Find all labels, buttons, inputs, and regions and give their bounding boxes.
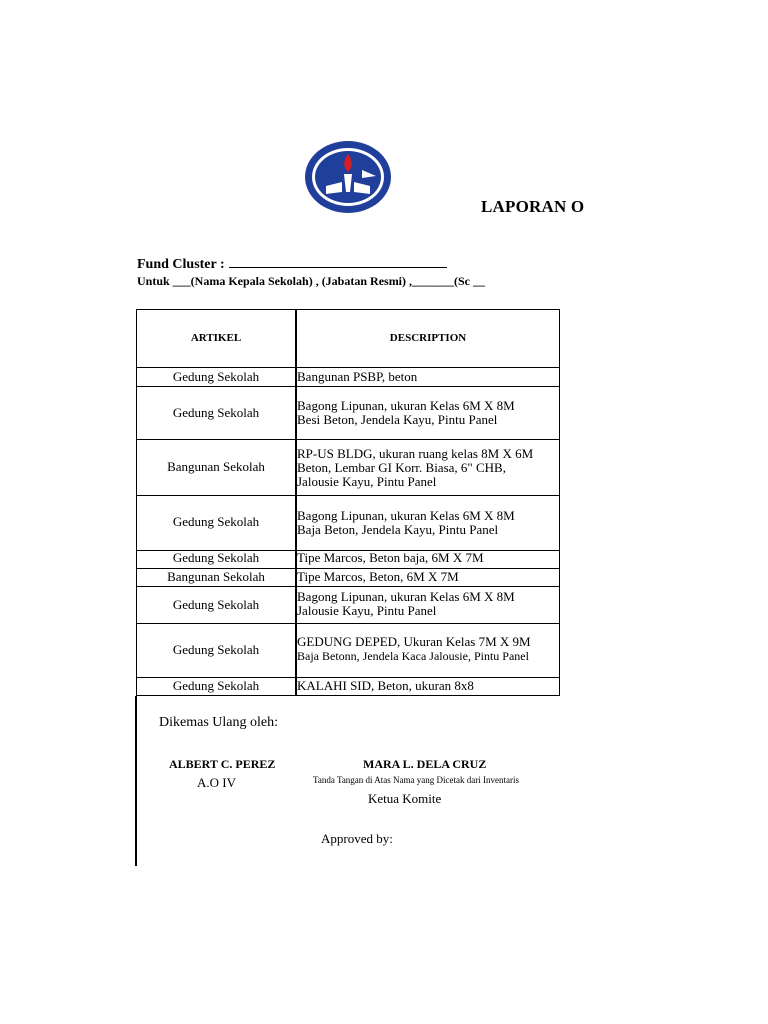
row-divider <box>136 623 560 624</box>
row-4-description: Bagong Lipunan, ukuran Kelas 6M X 8M Baja Beton, Jendela Kayu, Pintu Panel <box>297 508 515 537</box>
approved-by-label: Approved by: <box>321 831 393 846</box>
row-1-artikel: Gedung Sekolah <box>172 369 260 384</box>
row-5-artikel: Gedung Sekolah <box>172 550 260 565</box>
margin-rule <box>135 696 137 866</box>
row-9-artikel: Gedung Sekolah <box>172 678 260 693</box>
row-3-description: RP-US BLDG, ukuran ruang kelas 8M X 6M Beton, Lembar GI Korr. Biasa, 6" CHB, Jalousie Kayu, Pintu Panel <box>297 446 534 489</box>
row-8-artikel: Gedung Sekolah <box>172 642 260 657</box>
row-9-description: KALAHI SID, Beton, ukuran 8x8 <box>297 678 474 693</box>
row-divider <box>136 367 560 368</box>
row-2-description: Bagong Lipunan, ukuran Kelas 6M X 8M Besi Beton, Jendela Kayu, Pintu Panel <box>297 398 515 427</box>
row-4-artikel: Gedung Sekolah <box>172 514 260 529</box>
row-7-description: Bagong Lipunan, ukuran Kelas 6M X 8M Jalousie Kayu, Pintu Panel <box>297 589 515 618</box>
page-title: LAPORAN O <box>481 197 585 216</box>
row-2-artikel: Gedung Sekolah <box>172 405 260 420</box>
row-divider <box>136 586 560 587</box>
fund-cluster-blank <box>229 254 447 268</box>
column-header-description: DESCRIPTION <box>389 332 467 344</box>
row-divider <box>136 495 560 496</box>
row-1-description: Bangunan PSBP, beton <box>297 369 418 384</box>
signer1-name: ALBERT C. PEREZ <box>169 757 276 771</box>
row-5-description: Tipe Marcos, Beton baja, 6M X 7M <box>297 550 484 565</box>
deped-seal-icon <box>304 140 392 214</box>
row-8-description: GEDUNG DEPED, Ukuran Kelas 7M X 9M Baja Betonn, Jendela Kaca Jalousie, Pintu Panel <box>297 634 531 663</box>
row-6-description: Tipe Marcos, Beton, 6M X 7M <box>297 569 459 584</box>
row-3-artikel: Bangunan Sekolah <box>167 459 265 474</box>
row-6-artikel: Bangunan Sekolah <box>167 569 265 584</box>
signer2-note: Tanda Tangan di Atas Nama yang Dicetak dari Inventaris <box>313 775 520 785</box>
column-header-artikel: ARTIKEL <box>190 332 242 344</box>
row-divider <box>136 386 560 387</box>
row-7-artikel: Gedung Sekolah <box>172 597 260 612</box>
fund-cluster-label: Fund Cluster : <box>137 257 225 272</box>
row-divider <box>136 439 560 440</box>
untuk-line: Untuk ___(Nama Kepala Sekolah) , (Jabatan Resmi) ,_______(Sc __ <box>137 274 486 288</box>
repacked-by-label: Dikemas Ulang oleh: <box>159 715 278 730</box>
signer2-position: Ketua Komite <box>368 791 442 806</box>
signer1-position: A.O IV <box>197 775 236 790</box>
fund-cluster-field <box>137 254 447 273</box>
signer2-name: MARA L. DELA CRUZ <box>363 757 487 771</box>
